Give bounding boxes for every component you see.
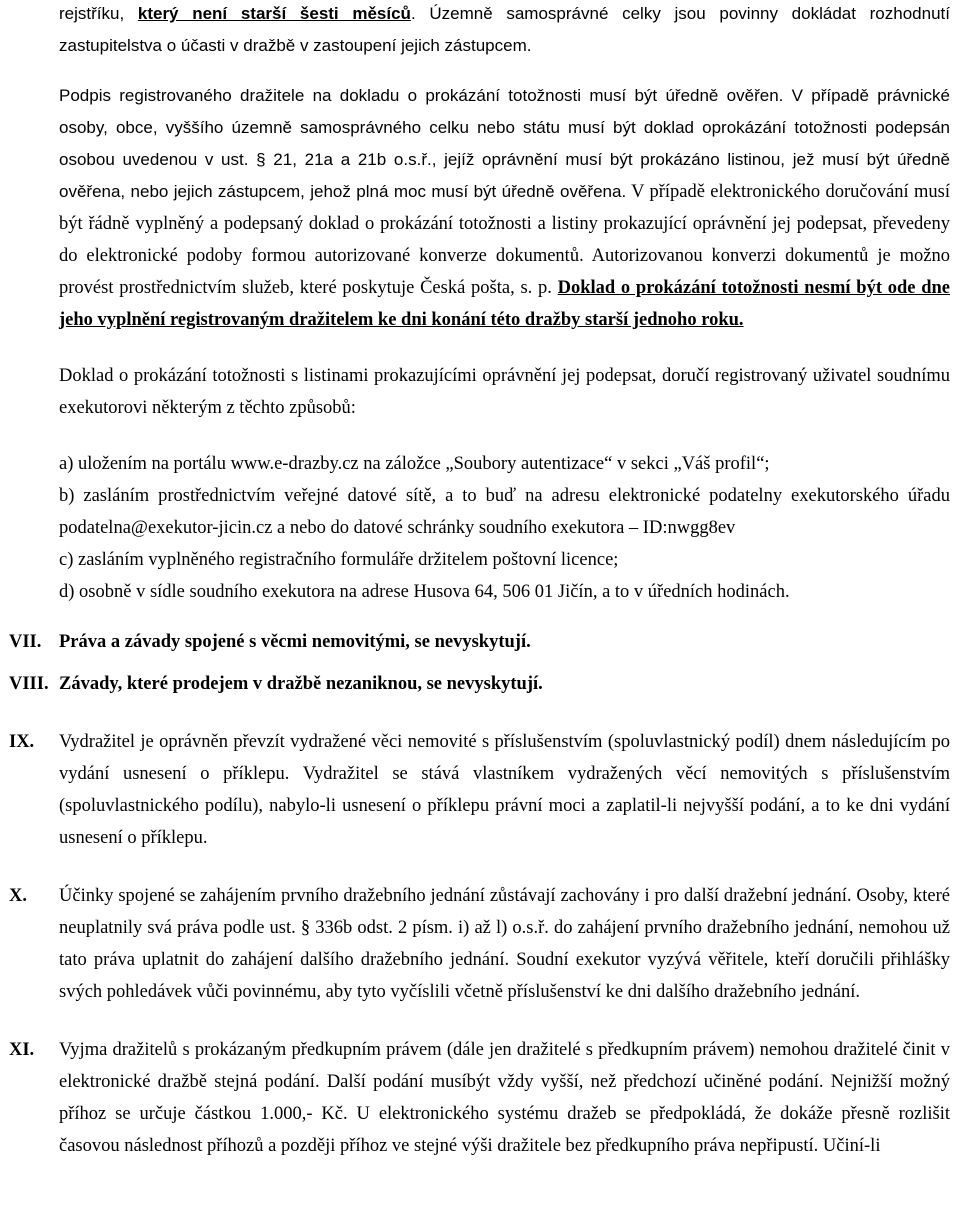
section-vii (0, 626, 960, 658)
bold-underlined-text: Doklad o prokázání totožnosti nesmí být ode dne jeho vyplnění registrovaným dražitelem ke dni konání této dražby starší jednoho roku. (59, 278, 950, 330)
spacer (0, 336, 960, 360)
text: . Územně samosprávné celky jsou povinny dokládat rozhodnutí zastupitelstva o účasti v dražbě v zastoupení jejich zástupcem. (59, 4, 950, 55)
section-text: Vyjma dražitelů s prokázaným předkupním právem (dále jen dražitelé s předkupním právem) nemohou dražitelé činit v elektronické dražbě stejná podání. Další podání musíbýt vždy vyšší, než předchozí učiněné podání. Nejnižší možný příhoz se určuje částkou 1.000,- Kč. U elektronického systému dražeb se předpokládá, že dokáže přesně rozlišit časovou následnost příhozů a později příhoz ve stejné výši dražitele bez předkupního práva nepřipustí. Učiní-li (59, 1040, 950, 1156)
section-number: XI. (9, 1040, 35, 1060)
delivery-methods-list (0, 448, 960, 608)
list-item: a) uložením na portálu www.e-drazby.cz na záložce „Soubory autentizace“ v sekci „Váš profil“; (59, 454, 770, 474)
underlined-text: který není starší šesti měsíců (137, 4, 411, 23)
section-number: VIII. (9, 674, 49, 694)
text: rejstříku, (59, 4, 138, 23)
list-item: d) osobně v sídle soudního exekutora na adrese Husova 64, 506 01 Jičín, a to v úředních hodinách. (59, 582, 790, 602)
spacer (0, 424, 960, 448)
spacer (0, 700, 960, 726)
paragraph-signature (0, 80, 960, 336)
text: V případě elektronického doručování musí být řádně vyplněný a podepsaný doklad o prokázání totožnosti a listiny prokazující oprávnění jej podepsat, převedeny do elektronické podoby formou autorizované konverze dokumentů. Autorizovanou konverzi dokumentů je možno provést prostřednictvím služeb, které poskytuje Česká pošta, s. p. (59, 182, 950, 298)
section-xi (0, 1034, 960, 1162)
section-number: VII. (9, 632, 42, 652)
spacer (0, 1008, 960, 1034)
spacer (0, 658, 960, 668)
section-text: Vydražitel je oprávněn převzít vydražené věci nemovité s příslušenstvím (spoluvlastnický podíl) dnem následujícím po vydání usnesení o příklepu. Vydražitel se stává vlastníkem vydražených věcí nemovitých s příslušenstvím (spoluvlastnického podílu), nabylo-li usnesení o příklepu právní moci a zaplatil-li nejvyšší podání, a to ke dni vydání usnesení o příklepu. (59, 732, 950, 848)
spacer (0, 854, 960, 880)
paragraph-delivery: Doklad o prokázání totožnosti s listinami prokazujícími oprávnění jej podepsat, doručí registrovaný uživatel soudnímu exekutorovi některým z těchto způsobů: (59, 366, 950, 418)
list-item: c) zasláním vyplněného registračního formuláře držitelem poštovní licence; (59, 550, 619, 570)
spacer (0, 62, 960, 80)
spacer (0, 608, 960, 626)
section-viii (0, 668, 960, 700)
section-ix (0, 726, 960, 854)
section-heading: Závady, které prodejem v dražbě nezaniknou, se nevyskytují. (59, 674, 543, 694)
section-heading: Práva a závady spojené s věcmi nemovitými, se nevyskytují. (59, 632, 531, 652)
section-x (0, 880, 960, 1008)
section-text: Účinky spojené se zahájením prvního dražebního jednání zůstávají zachovány i pro další dražební jednání. Osoby, které neuplatnily svá práva podle ust. § 336b odst. 2 písm. i) až l) o.s.ř. do zahájení prvního dražebního jednání, nemohou už tato práva uplatnit do zahájení dalšího dražebního jednání. Soudní exekutor vyzývá věřitele, kteří doručili přihlášky svých pohledávek vůči povinnému, aby tyto vyčíslili včetně příslušenství ke dni dalšího dražebního jednání. (59, 886, 950, 1002)
section-number: X. (9, 886, 27, 906)
text: Podpis registrovaného dražitele na dokladu o prokázání totožnosti musí být úředně ověřen. V případě právnické osoby, obce, vyššího územně samosprávného celku nebo státu musí být doklad oprokázání totožnosti podepsán osobou uvedenou v ust. § 21, 21a a 21b o.s.ř., jejíž oprávnění musí být prokázáno listinou, jež musí být úředně ověřena, nebo jejich zástupcem, jehož plná moc musí být úředně ověřena. (59, 86, 950, 201)
list-item: b) zasláním prostřednictvím veřejné datové sítě, a to buď na adresu elektronické podatelny exekutorského úřadu podatelna@exekutor-jicin.cz a nebo do datové schránky soudního exekutora – ID:nwgg8ev (59, 486, 950, 538)
paragraph-registry (0, 0, 960, 62)
section-number: IX. (9, 732, 35, 752)
